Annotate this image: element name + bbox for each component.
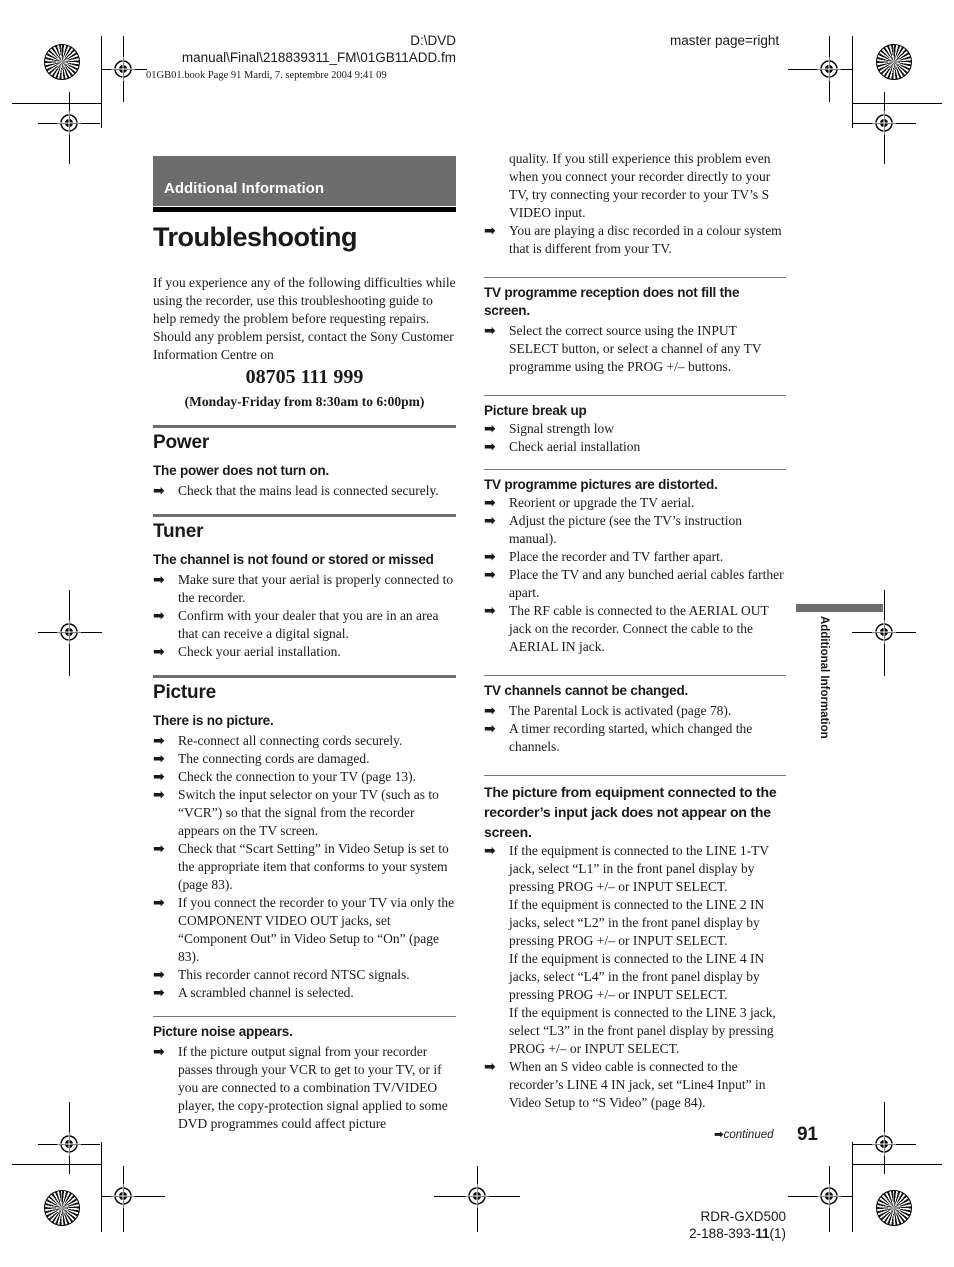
list-item: ➡ You are playing a disc recorded in a colour system that is different from your TV. <box>484 223 782 256</box>
arrow-right-icon: ➡ <box>153 967 165 983</box>
list-item: ➡ If the equipment is connected to the LINE 1-TV jack, select “L1” in the front panel display by pressing PROG +/– or INPUT SELECT. <box>484 843 769 894</box>
crosshair-icon <box>111 57 135 81</box>
heading-power: Power <box>153 425 456 454</box>
question-channels-not-changed: TV channels cannot be changed. <box>484 675 786 700</box>
continuation-paragraph: quality. If you still experience this problem even when you connect your recorder directly to your TV, try connecting your recorder to your TV’s S VIDEO input. <box>509 151 771 220</box>
answer-list <box>484 702 786 756</box>
arrow-right-icon: ➡ <box>484 421 496 437</box>
arrow-right-icon: ➡ <box>484 549 496 565</box>
answer-list <box>484 842 786 896</box>
section-banner <box>153 156 456 206</box>
office-hours: (Monday-Friday from 8:30am to 6:00pm) <box>184 394 425 409</box>
list-item: ➡ Place the recorder and TV farther apart. <box>484 549 724 565</box>
crosshair-icon <box>57 620 81 644</box>
heading-tuner: Tuner <box>153 514 456 543</box>
phone-number: 08705 111 999 <box>245 366 364 388</box>
intro-paragraph: If you experience any of the following difficulties while using the recorder, use this troubleshooting guide to help remedy the problem before requesting repairs. Should any problem persist, contact the Sony Customer Information Centre on <box>153 275 456 362</box>
answer-list <box>484 322 786 376</box>
list-item: ➡ The connecting cords are damaged. <box>153 751 370 767</box>
arrow-right-icon: ➡ <box>153 1044 165 1060</box>
registration-burst-icon <box>44 44 80 80</box>
side-tab-label <box>812 618 830 758</box>
heading-picture: Picture <box>153 675 456 704</box>
answer-list <box>484 222 786 258</box>
arrow-right-icon: ➡ <box>153 733 165 749</box>
answer-list <box>153 732 456 1002</box>
list-item: ➡ This recorder cannot record NTSC signals. <box>153 967 410 983</box>
list-item: ➡ Adjust the picture (see the TV’s instruction manual). <box>484 513 742 546</box>
list-item: ➡ The RF cable is connected to the AERIAL OUT jack on the recorder. Connect the cable to the AERIAL IN jack. <box>484 603 769 654</box>
list-item: ➡ Select the correct source using the INPUT SELECT button, or select a channel of any TV programme using the PROG +/– buttons. <box>484 323 762 374</box>
arrow-right-icon: ➡ <box>484 567 496 583</box>
list-item: ➡ Check aerial installation <box>484 439 641 455</box>
list-item: ➡ When an S video cable is connected to the recorder’s LINE 4 IN jack, set “Line4 Input” in Video Setup to “S Video” (page 84). <box>484 1059 766 1110</box>
right-column <box>484 150 786 1112</box>
equipment-paragraphs <box>484 896 786 1058</box>
answer-list <box>484 494 786 656</box>
list-item: If the equipment is connected to the LINE 2 IN jacks, select “L2” in the front panel display by pressing PROG +/– or INPUT SELECT. <box>509 897 765 948</box>
question-channel-not-found: The channel is not found or stored or missed <box>153 552 434 567</box>
list-item: ➡ Check the connection to your TV (page 13). <box>153 769 416 785</box>
continuation-text <box>484 150 786 222</box>
answer-list <box>484 1058 786 1112</box>
registration-burst-icon <box>876 1190 912 1226</box>
page-title: Troubleshooting <box>153 222 357 252</box>
list-item: ➡ Check your aerial installation. <box>153 644 341 660</box>
list-item: ➡ A timer recording started, which changed the channels. <box>484 721 753 754</box>
crosshair-icon <box>872 1132 896 1156</box>
list-item: ➡ Reorient or upgrade the TV aerial. <box>484 495 695 511</box>
side-tab-bar <box>796 604 883 612</box>
list-item: ➡ Check that the mains lead is connected securely. <box>153 483 439 499</box>
arrow-right-icon: ➡ <box>484 513 496 529</box>
file-path-line-1: D:\DVD <box>410 33 456 48</box>
question-pictures-distorted: TV programme pictures are distorted. <box>484 469 786 494</box>
section-banner-label: Additional Information <box>164 180 324 197</box>
list-item: ➡ The Parental Lock is activated (page 78). <box>484 703 732 719</box>
continued-label: continued <box>723 1129 774 1141</box>
side-tab-text: Additional Information <box>818 616 830 739</box>
question-picture-break-up: Picture break up <box>484 395 786 420</box>
arrow-right-icon: ➡ <box>153 608 165 624</box>
crosshair-icon <box>817 1184 841 1208</box>
page-number: 91 <box>797 1124 818 1145</box>
question-picture-noise: Picture noise appears. <box>153 1016 456 1041</box>
question-power-no-turn-on: The power does not turn on. <box>153 463 330 478</box>
list-item: ➡ Place the TV and any bunched aerial cables farther apart. <box>484 567 784 600</box>
crosshair-icon <box>872 620 896 644</box>
arrow-right-icon: ➡ <box>484 1059 496 1075</box>
book-info: 01GB01.book Page 91 Mardi, 7. septembre 2004 9:41 09 <box>146 70 387 81</box>
arrow-right-icon: ➡ <box>153 572 165 588</box>
arrow-right-icon: ➡ <box>153 644 165 660</box>
model-info <box>640 1208 786 1242</box>
answer-list <box>153 571 456 661</box>
answer-list <box>153 1043 456 1133</box>
arrow-right-icon: ➡ <box>153 751 165 767</box>
file-path-line-2: manual\Final\218839311_FM\01GB11ADD.fm <box>181 50 456 65</box>
crosshair-icon <box>57 1132 81 1156</box>
crosshair-icon <box>111 1184 135 1208</box>
list-item: ➡ If you connect the recorder to your TV via only the COMPONENT VIDEO OUT jacks, set “Component Out” in Video Setup to “On” (page 83). <box>153 895 455 964</box>
arrow-right-icon: ➡ <box>484 843 496 859</box>
file-path <box>150 32 456 66</box>
arrow-right-icon: ➡ <box>153 483 165 499</box>
list-item: ➡ Make sure that your aerial is properly connected to the recorder. <box>153 572 454 605</box>
list-item: ➡ Re-connect all connecting cords securely. <box>153 733 403 749</box>
continued-marker <box>714 1127 774 1141</box>
answer-list <box>153 482 456 500</box>
list-item: If the equipment is connected to the LINE 4 IN jacks, select “L4” in the front panel display by pressing PROG +/– or INPUT SELECT. <box>509 951 765 1002</box>
list-item: If the equipment is connected to the LINE 3 jack, select “L3” in the front panel display by pressing PROG +/– or INPUT SELECT. <box>509 1005 776 1056</box>
arrow-right-icon: ➡ <box>153 985 165 1001</box>
arrow-right-icon: ➡ <box>484 603 496 619</box>
arrow-right-icon: ➡ <box>153 841 165 857</box>
crosshair-icon <box>465 1184 489 1208</box>
crosshair-icon <box>57 111 81 135</box>
question-equipment-picture: The picture from equipment connected to the recorder’s input jack does not appear on the screen. <box>484 775 786 842</box>
master-page-label: master page=right <box>670 33 780 48</box>
list-item: ➡ Confirm with your dealer that you are in an area that can receive a digital signal. <box>153 608 439 641</box>
list-item: ➡ Check that “Scart Setting” in Video Setup is set to the appropriate item that conforms to your system (page 83). <box>153 841 449 892</box>
arrow-right-icon: ➡ <box>484 495 496 511</box>
crosshair-icon <box>872 111 896 135</box>
arrow-right-icon: ➡ <box>484 223 496 239</box>
arrow-right-icon: ➡ <box>153 895 165 911</box>
answer-list <box>484 420 786 456</box>
list-item: ➡ If the picture output signal from your recorder passes through your VCR to get to your TV, or if you are connected to a combination TV/VIDEO player, the copy-protection signal applied to some DVD programmes could affect picture <box>153 1044 448 1131</box>
arrow-right-icon: ➡ <box>714 1129 724 1141</box>
arrow-right-icon: ➡ <box>484 439 496 455</box>
crosshair-icon <box>817 57 841 81</box>
banner-rule <box>153 207 456 212</box>
part-code: 2-188-393-11(1) <box>689 1226 786 1241</box>
question-no-picture: There is no picture. <box>153 713 274 728</box>
list-item: ➡ Switch the input selector on your TV (such as to “VCR”) so that the signal from the recorder appears on the TV screen. <box>153 787 439 838</box>
registration-burst-icon <box>44 1190 80 1226</box>
question-reception-not-fill: TV programme reception does not fill the screen. <box>484 277 786 320</box>
model-number: RDR-GXD500 <box>700 1209 786 1224</box>
list-item: ➡ Signal strength low <box>484 421 614 437</box>
registration-burst-icon <box>876 44 912 80</box>
arrow-right-icon: ➡ <box>484 721 496 737</box>
list-item: ➡ A scrambled channel is selected. <box>153 985 354 1001</box>
arrow-right-icon: ➡ <box>484 323 496 339</box>
left-column <box>153 156 456 1133</box>
arrow-right-icon: ➡ <box>153 769 165 785</box>
arrow-right-icon: ➡ <box>484 703 496 719</box>
arrow-right-icon: ➡ <box>153 787 165 803</box>
